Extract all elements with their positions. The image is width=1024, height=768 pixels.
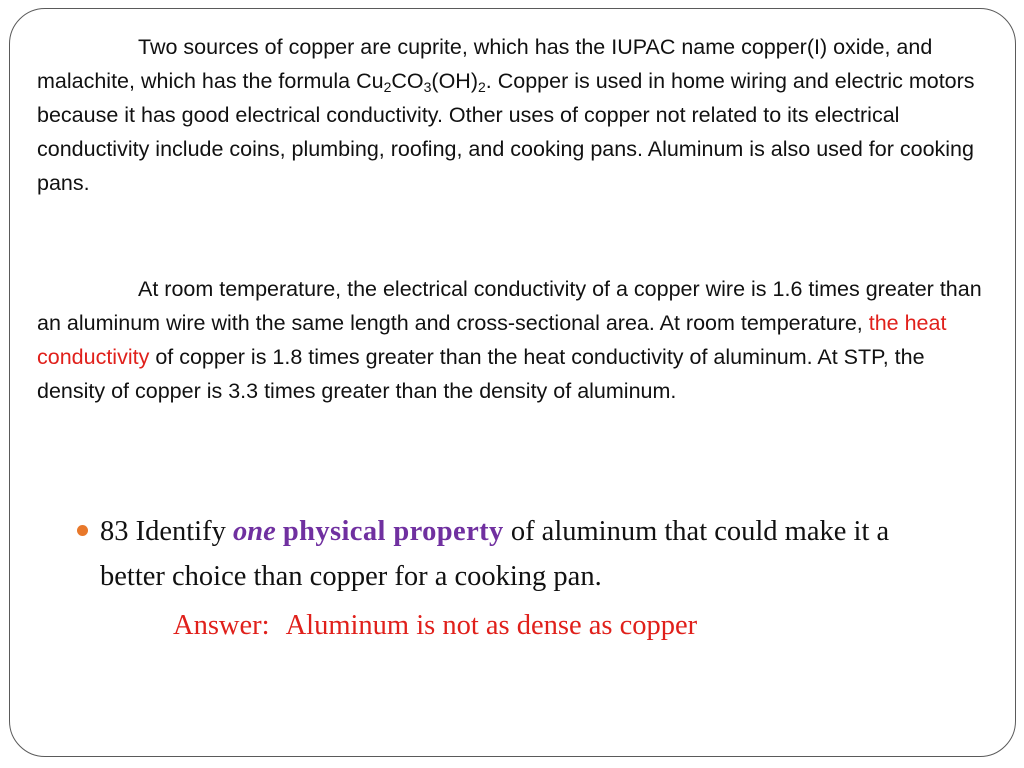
bullet-icon xyxy=(77,525,88,536)
subscript-co: 3 xyxy=(423,79,432,95)
question-prefix: 83 Identify xyxy=(100,516,233,547)
passage1-text-d: . Copper is used in home wiring and electric motors because it has good electrical conductivity. Other uses of copper not related to its electrical conductivity include coins, plumbing, roofing, and cooking pans. Aluminum is also used for cooking pans. xyxy=(37,69,975,195)
emphasis-one: one xyxy=(232,516,276,547)
question-83 xyxy=(100,509,960,599)
passage1-text-a: Two sources of copper are cuprite, which has the IUPAC name copper(I) oxide, and malachite, which has the formula Cu xyxy=(37,35,933,93)
subscript-oh: 2 xyxy=(477,79,486,95)
passage1-text-b: CO xyxy=(391,69,424,93)
answer-text: Aluminum is not as dense as copper xyxy=(285,610,698,641)
passage1-text-c: (OH) xyxy=(431,69,478,93)
passage2-text-b: of copper is 1.8 times greater than the heat conductivity of aluminum. At STP, the density of copper is 3.3 times greater than the density of aluminum. xyxy=(37,345,925,403)
subscript-cu: 2 xyxy=(383,79,392,95)
passage2-text-a: At room temperature, the electrical conductivity of a copper wire is 1.6 times greater than an aluminum wire with the same length and cross-sectional area. At room temperature, xyxy=(37,277,982,335)
question-suffix: of aluminum that could make it a better choice than copper for a cooking pan. xyxy=(100,516,890,592)
answer-line xyxy=(173,610,697,642)
passage-conductivity xyxy=(37,272,992,408)
highlight-heat-conductivity: the heat conductivity xyxy=(37,311,947,369)
answer-label: Answer: xyxy=(173,610,270,641)
emphasis-physical-property: physical property xyxy=(282,516,504,547)
passage-copper-sources xyxy=(37,30,992,200)
